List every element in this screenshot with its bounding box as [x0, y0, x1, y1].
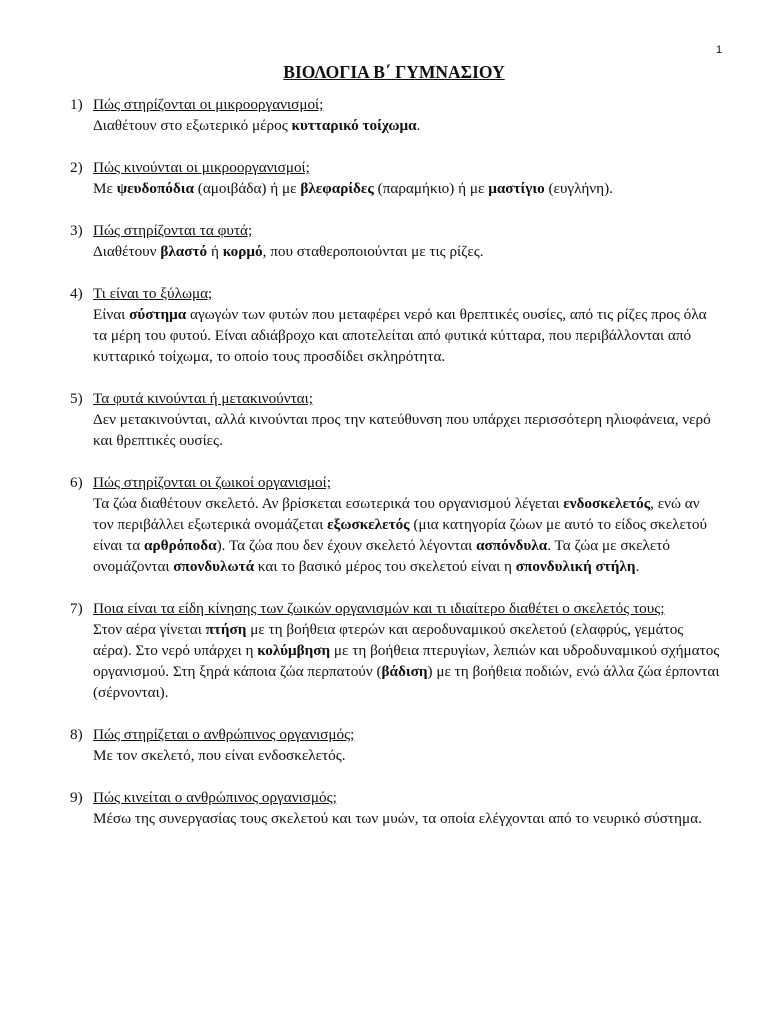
question-item: [70, 220, 720, 262]
question-item: [70, 472, 720, 577]
answer-key-term: κορμό: [222, 243, 263, 260]
question-number: 1): [70, 96, 83, 113]
answer-key-term: βλαστό: [160, 243, 208, 260]
question-text: Πώς στηρίζονται οι μικροοργανισμοί;: [93, 96, 324, 113]
answer-segment: Με: [93, 180, 117, 197]
document-title: ΒΙΟΛΟΓΙΑ Β΄ ΓΥΜΝΑΣΙΟΥ: [283, 62, 505, 82]
question-text: Ποια είναι τα είδη κίνησης των ζωικών οργανισμών και τι ιδιαίτερο διαθέτει ο σκελετός τους;: [93, 600, 665, 617]
question-number: 7): [70, 600, 83, 617]
question-number: 2): [70, 159, 83, 176]
question-text: Πώς στηρίζεται ο ανθρώπινος οργανισμός;: [93, 726, 355, 743]
answer-key-term: πτήση: [205, 621, 247, 638]
question-text: Τι είναι το ξύλωμα;: [93, 285, 213, 302]
question-item: [70, 388, 720, 451]
answer-key-term: ψευδοπόδια: [116, 180, 194, 197]
answer-text: [93, 808, 720, 829]
answer-text: [93, 241, 720, 262]
answer-segment: (αμοιβάδα) ή με: [193, 180, 301, 197]
question-text: Τα φυτά κινούνται ή μετακινούνται;: [93, 390, 313, 407]
answer-segment: Τα ζώα διαθέτουν σκελετό. Αν βρίσκεται εσωτερικά του οργανισμού λέγεται: [93, 495, 564, 512]
answer-segment: (παραμήκιο) ή με: [373, 180, 489, 197]
answer-segment: αγωγών των φυτών που μεταφέρει νερό και θρεπτικές ουσίες, από τις ρίζες προς όλα τα μέρη του φυτού. Είναι αδιάβροχο και αποτελείται από φυτικά κύτταρα, που περιβάλλονται από κυτταρικό τοίχωμα, το οποίο τους προσδίδει σκληρότητα.: [93, 306, 707, 365]
answer-key-term: σύστημα: [129, 306, 187, 323]
answer-segment: Στον αέρα γίνεται: [93, 621, 206, 638]
answer-segment: και το βασικό μέρος του σκελετού είναι η: [254, 558, 516, 575]
answer-key-term: βάδιση: [381, 663, 428, 680]
answer-segment: Διαθέτουν στο εξωτερικό μέρος: [93, 117, 292, 134]
question-number: 8): [70, 726, 83, 743]
answer-segment: , που σταθεροποιούνται με τις ρίζες.: [262, 243, 484, 260]
answer-segment: Με τον σκελετό, που είναι ενδοσκελετός.: [93, 747, 346, 764]
answer-key-term: μαστίγιο: [488, 180, 545, 197]
question-item: [70, 94, 720, 136]
question-number: 9): [70, 789, 83, 806]
question-text: Πώς κινείται ο ανθρώπινος οργανισμός;: [93, 789, 337, 806]
answer-segment: (ευγλήνη).: [544, 180, 613, 197]
answer-text: [93, 619, 720, 703]
answer-segment: ) με τη βοήθεια ποδιών, ενώ άλλα ζώα έρπονται (σέρνονται).: [93, 663, 720, 701]
answer-text: [93, 304, 720, 367]
answer-key-term: βλεφαρίδες: [300, 180, 374, 197]
answer-text: [93, 409, 720, 451]
question-item: [70, 157, 720, 199]
question-text: Πώς στηρίζονται τα φυτά;: [93, 222, 253, 239]
question-number: 4): [70, 285, 83, 302]
answer-text: [93, 745, 720, 766]
answer-segment: , ενώ αν τον περιβάλλει εξωτερικά ονομάζεται: [93, 495, 700, 533]
answer-key-term: σπονδυλική στήλη: [515, 558, 636, 575]
answer-segment: με τη βοήθεια πτερυγίων, λεπιών και υδροδυναμικού σχήματος οργανισμού. Στη ξηρά κάποια ζώα περπατούν (: [93, 642, 720, 680]
answer-text: [93, 115, 720, 136]
question-item: [70, 598, 720, 703]
answer-key-term: σπονδυλωτά: [173, 558, 255, 575]
answer-key-term: ασπόνδυλα: [476, 537, 548, 554]
question-text: Πώς στηρίζονται οι ζωικοί οργανισμοί;: [93, 474, 331, 491]
answer-segment: . Τα ζώα με σκελετό ονομάζονται: [93, 537, 670, 575]
answer-segment: .: [635, 558, 640, 575]
question-item: [70, 787, 720, 829]
answer-key-term: εξωσκελετός: [327, 516, 410, 533]
answer-segment: ). Τα ζώα που δεν έχουν σκελετό λέγονται: [216, 537, 477, 554]
answer-key-term: ενδοσκελετός: [563, 495, 651, 512]
answer-segment: Είναι: [93, 306, 130, 323]
question-list: [70, 94, 720, 850]
answer-text: [93, 493, 720, 577]
answer-segment: με τη βοήθεια φτερών και αεροδυναμικού σκελετού (ελαφρύς, γεμάτος αέρα). Στο νερό υπάρχει η: [93, 621, 684, 659]
question-item: [70, 724, 720, 766]
answer-key-term: κυτταρικό τοίχωμα: [291, 117, 417, 134]
answer-segment: Μέσω της συνεργασίας τους σκελετού και των μυών, τα οποία ελέγχονται από το νευρικό σύστημα.: [93, 810, 702, 827]
page-number: 1: [716, 44, 723, 56]
question-number: 3): [70, 222, 83, 239]
answer-segment: Διαθέτουν: [93, 243, 161, 260]
answer-text: [93, 178, 720, 199]
question-item: [70, 283, 720, 367]
question-number: 6): [70, 474, 83, 491]
question-text: Πώς κινούνται οι μικροοργανισμοί;: [93, 159, 310, 176]
answer-key-term: αρθρόποδα: [144, 537, 217, 554]
answer-segment: ή: [207, 243, 223, 260]
answer-segment: .: [416, 117, 421, 134]
question-number: 5): [70, 390, 83, 407]
answer-key-term: κολύμβηση: [257, 642, 331, 659]
answer-segment: (μια κατηγορία ζώων με αυτό το είδος σκελετού είναι τα: [93, 516, 708, 554]
answer-segment: Δεν μετακινούνται, αλλά κινούνται προς την κατεύθυνση που υπάρχει περισσότερη ηλιοφάνεια, νερό και θρεπτικές ουσίες.: [93, 411, 711, 449]
